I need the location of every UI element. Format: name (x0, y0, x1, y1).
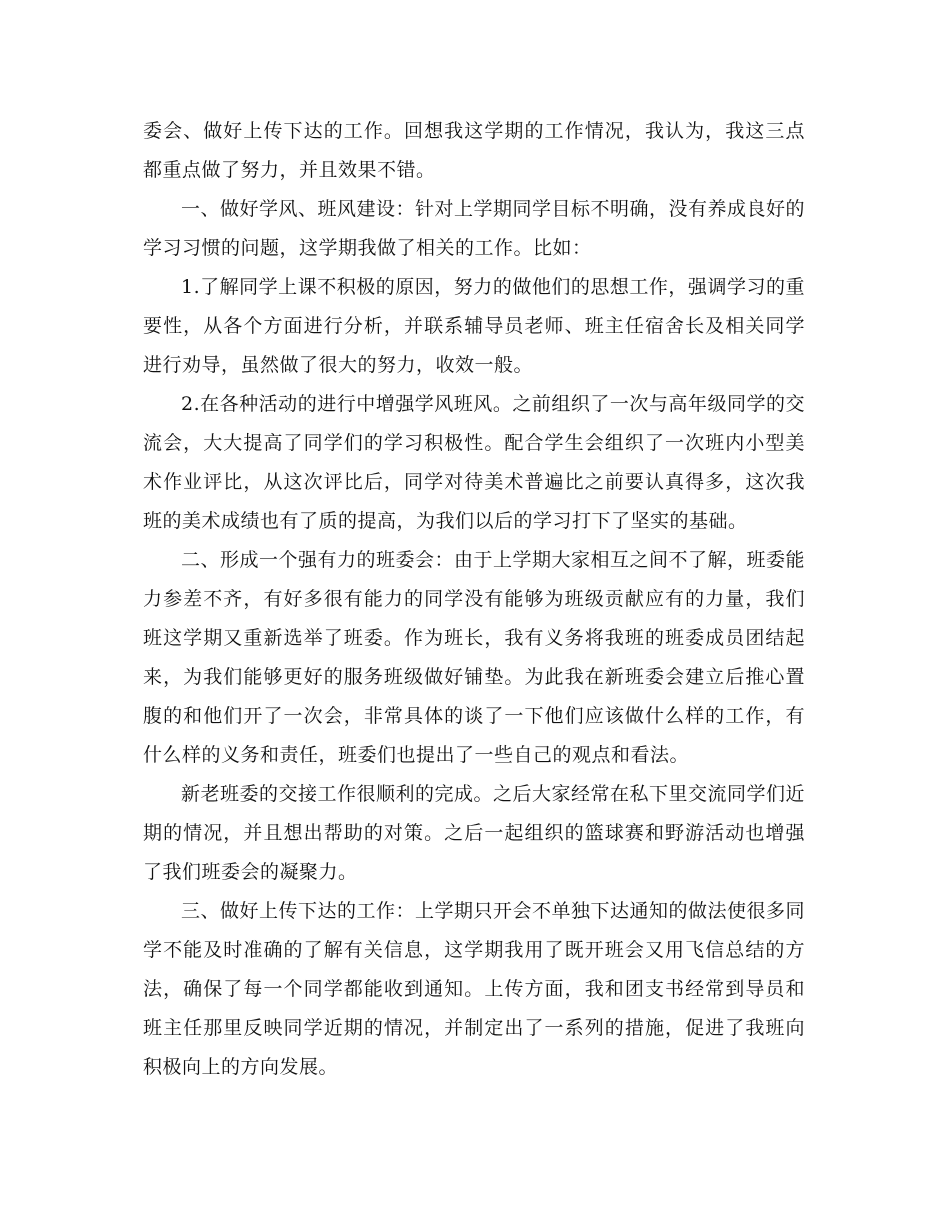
paragraph-item-2: 2.在各种活动的进行中增强学风班风。之前组织了一次与高年级同学的交流会，大大提高了同学们的学习积极性。配合学生会组织了一次班内小型美术作业评比，从这次评比后，同学对待美术普遍比之前要认真得多，这次我班的美术成绩也有了质的提高，为我们以后的学习打下了坚实的基础。 (143, 393, 805, 532)
paragraph-class-committee: 二、形成一个强有力的班委会：由于上学期大家相互之间不了解，班委能力参差不齐，有好多很有能力的同学没有能够为班级贡献应有的力量，我们班这学期又重新选举了班委。作为班长，我有义务将我班的班委成员团结起来，为我们能够更好的服务班级做好铺垫。为此我在新班委会建立后推心置腹的和他们开了一次会，非常具体的谈了一下他们应该做什么样的工作，有什么样的义务和责任，班委们也提出了一些自己的观点和看法。 (143, 549, 806, 766)
paragraph-handover: 新老班委的交接工作很顺利的完成。之后大家经常在私下里交流同学们近期的情况，并且想出帮助的对策。之后一起组织的篮球赛和野游活动也增强了我们班委会的凝聚力。 (143, 783, 806, 883)
document-body (143, 112, 805, 1087)
paragraph-continuation: 委会、做好上传下达的工作。回想我这学期的工作情况，我认为，我这三点都重点做了努力，并且效果不错。 (143, 120, 805, 181)
paragraph-communication: 三、做好上传下达的工作：上学期只开会不单独下达通知的做法使很多同学不能及时准确的了解有关信息，这学期我用了既开班会又用飞信总结的方法，确保了每一个同学都能收到通知。上传方面，我和团支书经常到导员和班主任那里反映同学近期的情况，并制定出了一系列的措施，促进了我班向积极向上的方向发展。 (143, 900, 806, 1078)
paragraph-study-style: 一、做好学风、班风建设：针对上学期同学目标不明确，没有养成良好的学习习惯的问题，这学期我做了相关的工作。比如： (143, 198, 806, 259)
paragraph-item-1: 1.了解同学上课不积极的原因，努力的做他们的思想工作，强调学习的重要性，从各个方面进行分析，并联系辅导员老师、班主任宿舍长及相关同学进行劝导，虽然做了很大的努力，收效一般。 (143, 276, 805, 376)
